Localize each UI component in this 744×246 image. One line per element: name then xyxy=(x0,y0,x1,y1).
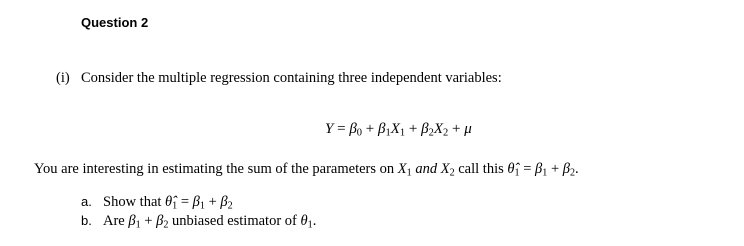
sub-b-marker: b. xyxy=(81,213,92,228)
eq-beta2: β xyxy=(421,121,429,137)
paragraph-end: . xyxy=(575,161,579,177)
paragraph-x1-sub: 1 xyxy=(406,167,412,179)
paragraph-beta1: β xyxy=(535,161,543,177)
sub-b-end: . xyxy=(312,213,317,229)
paragraph-plus: + xyxy=(550,161,560,177)
paragraph-and: and xyxy=(415,161,438,177)
paragraph-equals: = xyxy=(523,161,532,177)
sub-b-theta-sub: 1 xyxy=(307,219,313,231)
paragraph-x2: X xyxy=(440,161,450,177)
sub-b-beta2-sub: 2 xyxy=(163,219,169,231)
sub-b-beta2: β xyxy=(156,213,164,229)
sub-a-beta1: β xyxy=(192,194,200,210)
eq-beta2-sub: 2 xyxy=(428,127,434,139)
regression-equation xyxy=(325,121,472,138)
sub-a-text: Show that xyxy=(103,194,162,210)
paragraph-beta2: β xyxy=(562,161,570,177)
paragraph-beta1-sub: 1 xyxy=(542,167,548,179)
question-heading: Question 2 xyxy=(81,15,149,30)
sub-a-theta: θ̂ xyxy=(165,194,173,210)
sub-b-plus: + xyxy=(144,213,153,229)
part-i-text xyxy=(56,70,502,87)
eq-plus-1: + xyxy=(365,121,375,137)
paragraph-theta: θ̂ xyxy=(507,161,515,177)
paragraph-beta2-sub: 2 xyxy=(569,167,576,179)
sub-a-marker: a. xyxy=(81,194,92,209)
sub-b-beta1-sub: 1 xyxy=(135,219,141,231)
eq-x1-sub: 1 xyxy=(399,127,406,139)
paragraph-text-2: call this xyxy=(458,161,504,177)
sub-question-a xyxy=(81,194,233,211)
eq-beta1: β xyxy=(378,121,386,137)
sub-a-theta-sub: 1 xyxy=(172,200,178,212)
eq-equals: = xyxy=(337,121,346,137)
sub-b-beta1: β xyxy=(128,213,136,229)
sub-question-b xyxy=(81,213,316,230)
sub-b-text-2: unbiased estimator of xyxy=(172,213,297,229)
sub-a-beta2: β xyxy=(220,194,228,210)
paragraph xyxy=(34,161,579,178)
part-i-label: (i) xyxy=(56,70,70,86)
eq-x2: X xyxy=(433,121,444,137)
sub-b-text-1: Are xyxy=(103,213,125,229)
paragraph-text-1: You are interesting in estimating the sum of the parameters on xyxy=(34,161,395,177)
sub-a-beta2-sub: 2 xyxy=(227,200,233,212)
sub-b-theta: θ xyxy=(300,213,308,229)
eq-beta0: β xyxy=(349,121,357,137)
eq-beta1-sub: 1 xyxy=(385,127,391,139)
paragraph-x2-sub: 2 xyxy=(449,167,455,179)
eq-plus-3: + xyxy=(452,121,461,137)
eq-lhs: Y xyxy=(325,121,334,137)
eq-x2-sub: 2 xyxy=(443,127,449,139)
part-i-body: Consider the multiple regression containing three independent variables: xyxy=(80,70,502,86)
eq-mu: μ xyxy=(464,121,472,137)
sub-a-equals: = xyxy=(180,194,190,210)
paragraph-theta-sub: 1 xyxy=(514,167,520,179)
eq-x1: X xyxy=(390,121,400,137)
paragraph-x1: X xyxy=(397,161,407,177)
sub-a-beta1-sub: 1 xyxy=(199,200,205,212)
sub-a-plus: + xyxy=(208,194,217,210)
eq-beta0-sub: 0 xyxy=(356,127,363,139)
eq-plus-2: + xyxy=(408,121,418,137)
